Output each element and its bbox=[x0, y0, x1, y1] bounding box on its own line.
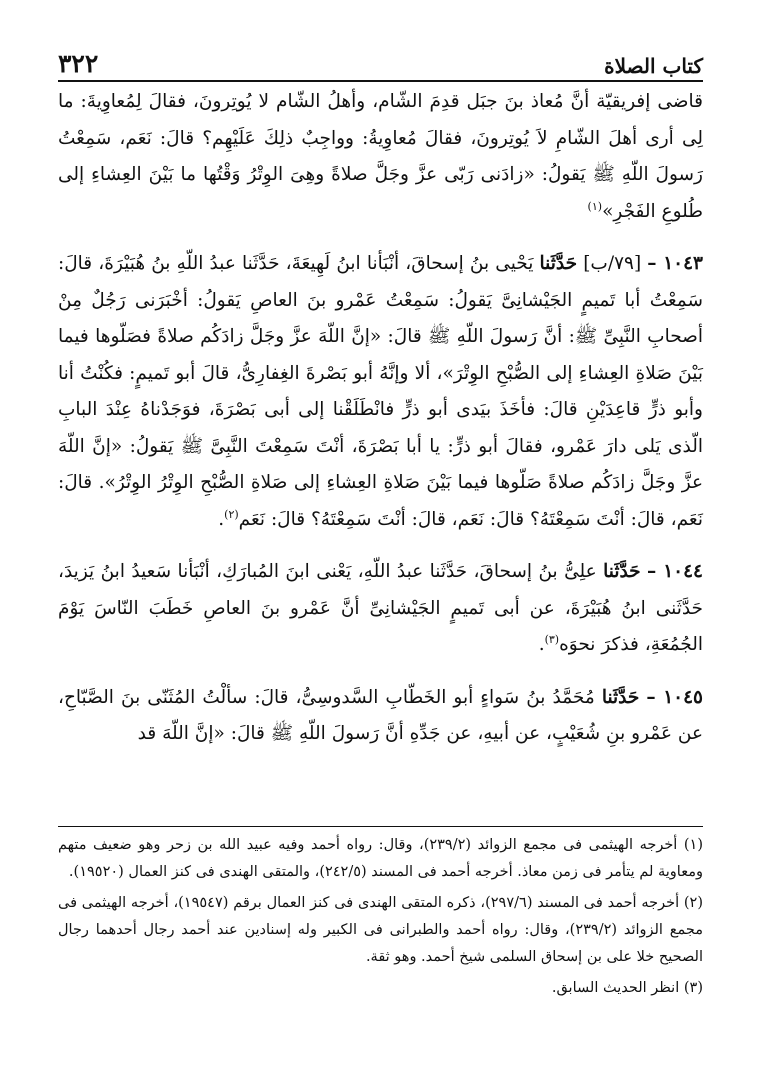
hadith-number: ١٠٤٤ – bbox=[647, 561, 703, 582]
hadith-text: مُحَمَّدُ بنُ سَواءٍ أبو الخَطّابِ السَّدوسِىُّ، قالَ: سألْتُ المُثَنّى بنَ الصَّبّاحِ، عن عَمْرو بنِ شُعَيْبٍ، عن أبيهِ، عن جَدِّهِ أنَّ رَسولَ اللّهِ ﷺ قالَ: «إنَّ اللّهَ قد bbox=[58, 686, 703, 744]
hadith-1043: ١٠٤٣ – [٧٩/ب] حَدَّثَنا يَحْيى بنُ إسحاقَ، أنْبَأنا ابنُ لَهِيعَةَ، حَدَّثَنا عبدُ اللّهِ بنُ هُبَيْرَةَ، قالَ: سَمِعْتُ أبا تَميمٍ الجَيْشانِىَّ يَقولُ: سَمِعْتُ عَمْرو بنَ العاصِ يَقولُ: أخْبَرَنى رَجُلٌ مِنْ أصحابِ النَّبِىِّ ﷺ: أنَّ رَسولَ اللّهِ ﷺ قالَ: «إنَّ اللّهَ عزَّ وجَلَّ زادَكُم صلاةً فصَلّوها فيما بَيْنَ صَلاةِ العِشاءِ إلى الصُّبْحِ الوِتْرَ»، ألا وإنَّهُ أبو بَصْرةَ الغِفارِىُّ، قالَ أبو تَميمٍ: فكُنْتُ أنا وأبو ذرٍّ قاعِدَيْنِ قالَ: فأخَذَ بيَدى أبو ذرٍّ فانْطَلَقْنا إلى أبى بَصْرَةَ، فوَجَدْناهُ عِنْدَ البابِ الّذى يَلى دارَ عَمْرو، فقالَ أبو ذرٍّ: يا أبا بَصْرَةَ، أنْتَ سَمِعْتَ النَّبِىَّ ﷺ يَقولُ: «إنَّ اللّهَ عزَّ وجَلَّ زادَكُم صلاةً صَلّوها فيما بَيْنَ صَلاةِ العِشاءِ إلى صَلاةِ الصُّبْحِ الوِتْرُ الوِتْرُ». قالَ: نَعَم، قالَ: أنْتَ سَمِعْتَهُ؟ قالَ: نَعَم، قالَ: أنْتَ سَمِعْتَهُ؟ قالَ: نَعَم$^{(٢)}$. bbox=[58, 253, 703, 530]
header-rule bbox=[58, 80, 703, 82]
narration-lead: حَدَّثَنا bbox=[539, 253, 578, 274]
book-title: كتاب الصلاة bbox=[604, 54, 703, 78]
narration-lead: حَدَّثَنا bbox=[603, 561, 641, 582]
paragraph-continuation bbox=[58, 84, 703, 230]
hadith-1045 bbox=[58, 680, 703, 753]
page-number: ٣٢٢ bbox=[58, 49, 99, 78]
footnote-rule bbox=[58, 826, 703, 827]
footnote-2: (٢) أخرجه أحمد فى المسند (٢٩٧/٦)، ذكره المتقى الهندى فى كنز العمال برقم (١٩٥٤٧)، أخرجه الهيثمى فى مجمع الزوائد (٢٣٩/٢)، وقال: رواه أحمد والطبرانى فى الكبير وله إسنادين عند أحمد رجال أحدهما رجال الصحيح خلا على بن إسحاق السلمى شيخ أحمد. وهو ثقة. bbox=[58, 895, 704, 965]
manuscript-reference: [٧٩/ب] bbox=[583, 253, 642, 274]
footnote-marker: (٢) bbox=[224, 507, 239, 521]
hadith-number: ١٠٤٣ – bbox=[647, 253, 703, 274]
narration-lead: حَدَّثَنا bbox=[601, 686, 640, 708]
footnotes bbox=[58, 832, 703, 1006]
hadith-text: علِىُّ بنُ إسحاقَ، حَدَّثَنا عبدُ اللّهِ، يَعْنى ابنَ المُبارَكِ، أنْبَأنا سَعيدُ ابنُ يَزيدَ، حَدَّثَنى ابنُ هُبَيْرَةَ، عن أبى تَميمٍ الجَيْشانِىِّ أنَّ عَمْرو بنَ العاصِ خَطَبَ النّاسَ يَوْمَ الجُمُعَةِ، فذكرَ نحوَه bbox=[58, 561, 703, 655]
footnote-marker: (٣) bbox=[544, 632, 560, 646]
hadith-text: يَحْيى بنُ إسحاقَ، أنْبَأنا ابنُ لَهِيعَةَ، حَدَّثَنا عبدُ اللّهِ بنُ هُبَيْرَةَ، قالَ: سَمِعْتُ أبا تَميمٍ الجَيْشانِىَّ يَقولُ: سَمِعْتُ عَمْرو بنَ العاصِ يَقولُ: أخْبَرَنى رَجُلٌ مِنْ أصحابِ النَّبِىِّ ﷺ: أنَّ رَسولَ اللّهِ ﷺ قالَ: «إنَّ اللّهَ عزَّ وجَلَّ زادَكُم صلاةً فصَلّوها فيما بَيْنَ صَلاةِ العِشاءِ إلى الصُّبْحِ الوِتْرَ»، ألا وإنَّهُ أبو بَصْرةَ الغِفارِىُّ، قالَ أبو تَميمٍ: فكُنْتُ أنا وأبو ذرٍّ قاعِدَيْنِ قالَ: فأخَذَ بيَدى أبو ذرٍّ فانْطَلَقْنا إلى أبى بَصْرَةَ، فوَجَدْناهُ عِنْدَ البابِ الّذى يَلى دارَ عَمْرو، فقالَ أبو ذرٍّ: يا أبا بَصْرَةَ، أنْتَ سَمِعْتَ النَّبِىَّ ﷺ يَقولُ: «إنَّ اللّهَ عزَّ وجَلَّ زادَكُم صلاةً صَلّوها فيما بَيْنَ صَلاةِ العِشاءِ إلى صَلاةِ الصُّبْحِ الوِتْرُ الوِتْرُ». قالَ: نَعَم، قالَ: أنْتَ سَمِعْتَهُ؟ قالَ: نَعَم، قالَ: أنْتَ سَمِعْتَهُ؟ قالَ: نَعَم bbox=[58, 253, 703, 530]
hadith-number: ١٠٤٥ – bbox=[646, 686, 703, 708]
footnote-1: (١) أخرجه الهيثمى فى مجمع الزوائد (٢٣٩/٢)، وقال: رواه أحمد وفيه عبيد الله بن زحر وهو ضعيف متهم ومعاوية لم يتأمر فى زمن معاذ. أخرجه أحمد فى المسند (٢٤٢/٥)، والمتقى الهندى فى كنز العمال (١٩٥٢٠). bbox=[58, 837, 703, 880]
footnote-3: (٣) انظر الحديث السابق. bbox=[551, 980, 703, 996]
hadith-1044: ١٠٤٤ – حَدَّثَنا علِىُّ بنُ إسحاقَ، حَدَّثَنا عبدُ اللّهِ، يَعْنى ابنَ المُبارَكِ، أنْبَأنا سَعيدُ ابنُ يَزيدَ، حَدَّثَنى ابنُ هُبَيْرَةَ، عن أبى تَميمٍ الجَيْشانِىِّ أنَّ عَمْرو بنَ العاصِ خَطَبَ النّاسَ يَوْمَ الجُمُعَةِ، فذكرَ نحوَه$^{(٣)}$. bbox=[58, 561, 703, 655]
footnote-marker: (١) bbox=[587, 199, 603, 213]
main-text bbox=[58, 84, 703, 769]
page-header bbox=[58, 38, 703, 78]
paragraph-text: قاضى إفريقيّة أنَّ مُعاذ بنَ جبَل قدِمَ الشّام، وأهلُ الشّام لا يُوتِرونَ، فقالَ لِمُعاوِيةَ: ما لِى أرى أهلَ الشّامِ لاَ يُوتِرونَ، فقالَ مُعاوِيةُ: وواجِبٌ ذلِكَ عَلَيْهِم؟ قالَ: نَعَم، سَمِعْتُ رَسولَ اللّهِ ﷺ يَقولُ: «زادَنى رَبّى عزَّ وجَلَّ صلاةً وهِىَ الوِتْرُ وَقْتُها ما بَيْنَ العِشاءِ إلى طُلوعِ الفَجْرِ» bbox=[58, 91, 703, 222]
